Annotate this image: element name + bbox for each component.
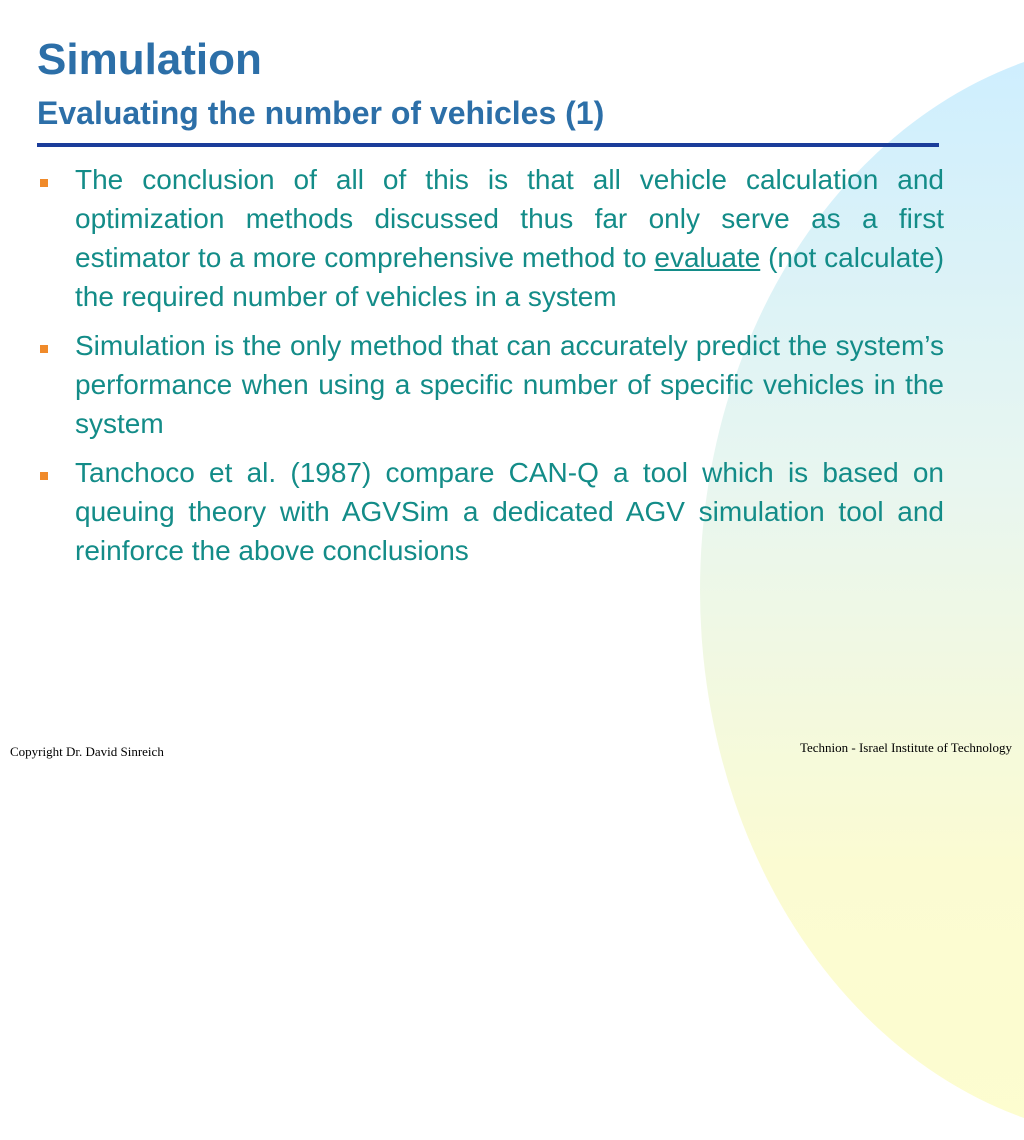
bullet-text xyxy=(75,160,944,316)
bullet-text: Simulation is the only method that can accurately predict the system’s performance when using a specific number of specific vehicles in the system xyxy=(75,330,944,439)
bullet-text: Tanchoco et al. (1987) compare CAN-Q a tool which is based on queuing theory with AGVSim a dedicated AGV simulation tool and reinforce the above conclusions xyxy=(75,457,944,566)
bullet-text-part: (not calculate) the required number of vehicles in a system xyxy=(75,242,945,312)
bullet-item xyxy=(40,160,944,316)
footer-institution: Technion - Israel Institute of Technology xyxy=(799,740,1012,755)
bullet-item xyxy=(40,453,944,570)
underlined-word: evaluate xyxy=(654,242,761,273)
bullet-text-part: The conclusion of all of this is that all vehicle calculation and optimization methods discussed thus far only serve as a first estimator to a more comprehensive method to xyxy=(75,164,944,273)
footer-copyright: Copyright Dr. David Sinreich xyxy=(10,744,164,759)
bullet-list xyxy=(40,160,944,580)
slide-title: Simulation xyxy=(37,35,262,84)
slide-subtitle: Evaluating the number of vehicles (1) xyxy=(37,95,605,131)
bullet-square-icon xyxy=(40,179,48,187)
bullet-item xyxy=(40,326,944,443)
title-divider xyxy=(37,143,939,147)
bullet-square-icon xyxy=(40,472,48,480)
bullet-square-icon xyxy=(40,345,48,353)
